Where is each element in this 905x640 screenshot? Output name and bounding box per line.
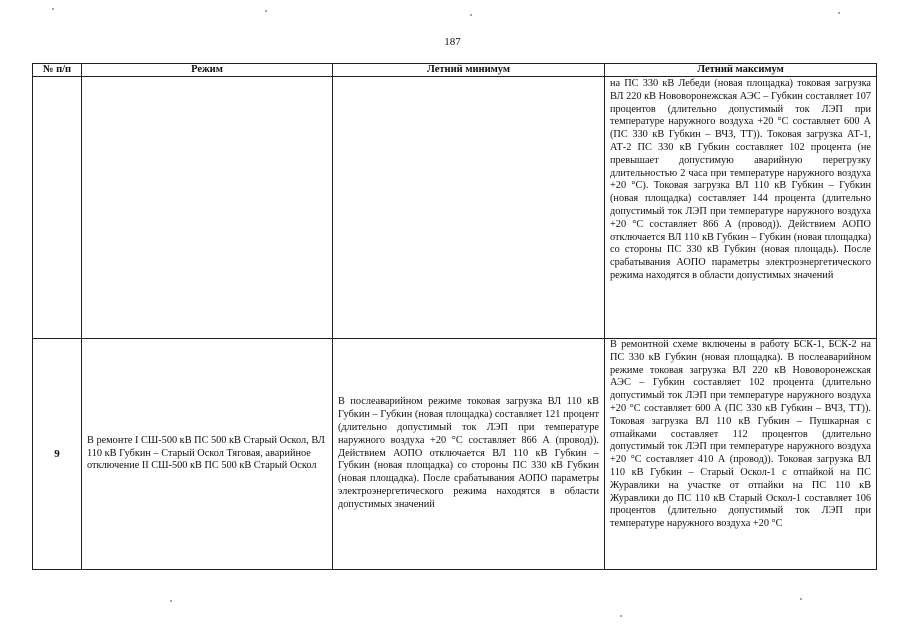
header-summer-min: Летний минимум xyxy=(333,64,605,77)
header-num: № п/п xyxy=(33,64,82,77)
scan-speck xyxy=(265,10,267,12)
scan-speck xyxy=(52,8,54,10)
summer-max-cell xyxy=(605,339,877,570)
mode-cell xyxy=(82,77,333,339)
mode-text: В ремонте I СШ-500 кВ ПС 500 кВ Старый Оскол, ВЛ 110 кВ Губкин – Старый Оскол Тяговая, аварийное отключение II СШ-500 кВ ПС 500 кВ Старый Оскол xyxy=(87,434,325,472)
scan-speck xyxy=(620,615,622,617)
table-row xyxy=(33,77,877,339)
scan-speck xyxy=(470,14,472,16)
table-header-row xyxy=(33,64,877,77)
summer-max-text: на ПС 330 кВ Лебеди (новая площадка) токовая загрузка ВЛ 220 кВ Нововоронежская АЭС – Губкин составляет 107 процентов (длительно допустимый ток ЛЭП при температуре наружного воздуха +20 °C составляет 600 А (ПС 330 кВ Губкин – ВЧЗ, ТТ)). Токовая загрузка АТ-1, АТ-2 ПС 330 кВ Губкин составляет 102 процента (не превышает допустимую аварийную перегрузку длительностью 2 часа при температуре наружного воздуха +20 °C). Токовая загрузка ВЛ 110 кВ Губкин – Губкин (новая площадка) составляет 144 процента (длительно допустимый ток ЛЭП при температуре наружного воздуха +20 °C составляет 866 А (провод)). Действием АОПО отключается ВЛ 110 кВ Губкин – Губкин (новая площадка) со стороны ПС 330 кВ Губкин (новая площадь). После срабатывания АОПО параметры электроэнергетического режима находятся в области допустимых значений xyxy=(610,78,871,281)
header-mode: Режим xyxy=(82,64,333,77)
mode-cell xyxy=(82,339,333,570)
scan-speck xyxy=(838,12,840,14)
scan-speck xyxy=(800,598,802,600)
header-summer-max: Летний максимум xyxy=(605,64,877,77)
summer-max-cell xyxy=(605,77,877,339)
row-number-cell: 9 xyxy=(33,339,82,570)
summer-min-cell xyxy=(333,339,605,570)
scan-speck xyxy=(170,600,172,602)
regime-table xyxy=(32,63,877,570)
table-row xyxy=(33,339,877,570)
row-number-cell xyxy=(33,77,82,339)
summer-min-text: В послеаварийном режиме токовая загрузка ВЛ 110 кВ Губкин – Губкин (новая площадка) составляет 121 процент (длительно допустимый ток ЛЭП при температуре наружного воздуха +20 °C составляет 866 А (провод)). Действием АОПО отключается ВЛ 110 кВ Губкин – Губкин (новая площадка) со стороны ПС 330 кВ Губкин (новая площадка). После срабатывания АОПО параметры электроэнергетического режима находятся в области допустимых значений xyxy=(338,396,599,510)
summer-min-cell xyxy=(333,77,605,339)
page-number: 187 xyxy=(444,36,461,48)
summer-max-text: В ремонтной схеме включены в работу БСК-1, БСК-2 на ПС 330 кВ Губкин (новая площадка). В послеаварийном режиме токовая загрузка ВЛ 220 кВ Нововоронежская АЭС – Губкин составляет 102 процента (длительно допустимый ток ЛЭП при температуре наружного воздуха +20 °C составляет 600 А (ПС 330 кВ Губкин – ВЧЗ, ТТ)). Токовая загрузка ВЛ 110 кВ Губкин – Пушкарная с отпайками составляет 112 процентов (длительно допустимый ток ЛЭП при температуре наружного воздуха +20 °C составляет 410 А (провод)). Токовая загрузка ВЛ 110 кВ Губкин – Старый Оскол-1 с отпайкой на ПС Журавлики на участке от отпайки на ПС 110 кВ Журавлики до ПС 110 кВ Старый Оскол-1 составляет 106 процентов (длительно допустимый ток ЛЭП при температуре наружного воздуха +20 °C xyxy=(610,339,871,530)
